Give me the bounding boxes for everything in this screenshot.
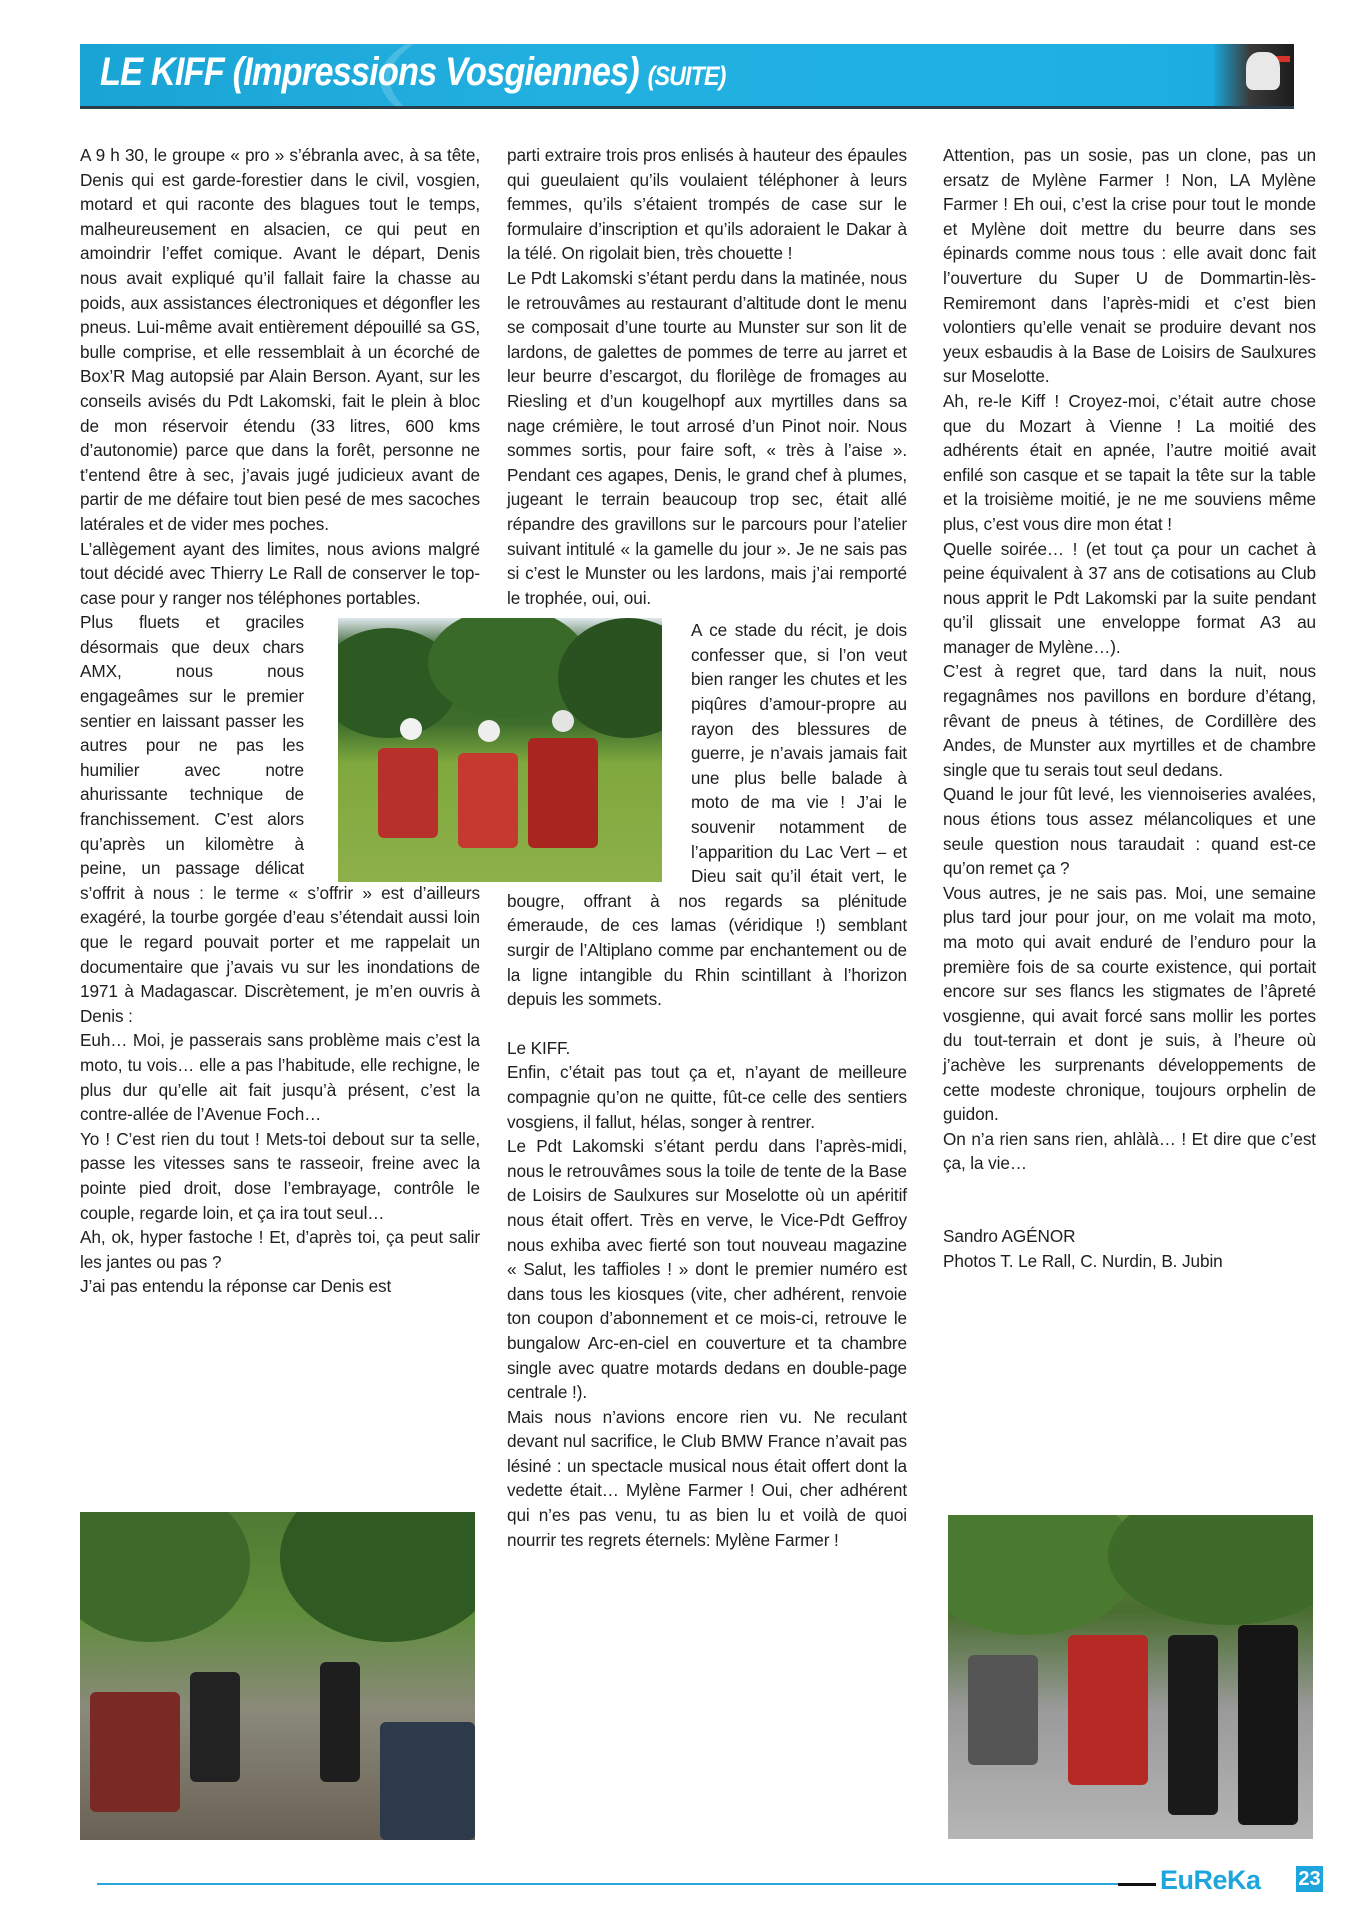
paragraph: A 9 h 30, le groupe « pro » s’ébranla avec, à sa tête, Denis qui est garde-forestier dans le civil, vosgien, motard et qui raconte des blagues tout le temps, malheureusement en alsacien, ce qui peut en amoindrir l’effet comique. Avant le départ, Denis nous avait expliqué qu’il fallait faire la chasse au poids, aux assistances électroniques et dégonfler les pneus. Lui-même avait entièrement dépouillé sa GS, bulle comprise, et elle ressemblait à un écorché de Box’R Mag autopsié par Alain Berson. Ayant, sur les conseils avisés du Pdt Lakomski, fait le plein à bloc de mon réservoir étendu (33 litres, 600 kms d’autonomie) parce que dans la forêt, personne ne t’entend être à sec, j’avais jugé judicieux avant de partir de me défaire tout bien pesé de mes sacoches latérales et de vider mes poches. bbox=[80, 145, 480, 534]
photo-bike bbox=[378, 748, 438, 838]
photo-rider bbox=[1168, 1635, 1218, 1815]
photo-tree bbox=[1108, 1515, 1313, 1625]
photo-tree bbox=[948, 1515, 1138, 1635]
paragraph: Mais nous n’avions encore rien vu. Ne reculant devant nul sacrifice, le Club BMW France n’avait pas lésiné : un spectacle musical nous était offert dont la vedette était… Mylène Farmer ! Oui, cher adhérent qui n’es pas venu, tu as bien lu et voilà de quoi nourrir tes regrets éternels: Mylène Farmer ! bbox=[507, 1406, 907, 1550]
spacer bbox=[507, 1012, 907, 1036]
paragraph: L’allègement ayant des limites, nous avions malgré tout décidé avec Thierry Le Rall de conserver le top-case pour y ranger nos téléphones portables. bbox=[80, 538, 480, 608]
paragraph: Ah, ok, hyper fastoche ! Et, d’après toi, ça peut salir les jantes ou pas ? bbox=[80, 1227, 480, 1272]
paragraph: A ce stade du récit, je dois confesser que, si l’on veut bien ranger les chutes et les piqûres d’amour-propre au rayon des blessures de guerre, je n’avais jamais fait une plus belle balade à moto de ma vie ! J’ai le souvenir notamment de l’apparition du Lac Vert – et Dieu sait qu’il était vert, le bougre, offrant à nos regards sa plénitude émeraude, de ces lamas (véridique !) semblant surgir de l’Altiplano comme par enchantement ou de la ligne intangible du Rhin scintillant à l’horizon depuis les sommets. bbox=[507, 620, 907, 1010]
photo-rider bbox=[190, 1672, 240, 1782]
photo-helmet bbox=[400, 718, 422, 740]
footer-divider-accent bbox=[1118, 1883, 1156, 1886]
paragraph: Le Pdt Lakomski s’étant perdu dans la matinée, nous le retrouvâmes au restaurant d’altitude dont le menu se composait d’une tourte au Munster sur son lit de lardons, de galettes de pommes de terre au jarret et leur beurre d’escargot, du florilège de fromages au Riesling et d’un kougelhopf aux myrtilles dans sa nage crémière, le tout arrosé d’un Pinot noir. Nous sommes sortis, pour faire soft, « très à l’aise ». Pendant ces agapes, Denis, le grand chef à plumes, jugeant le terrain beaucoup trop sec, était allé répandre des gravillons sur le parcours pour l’atelier suivant intitulé « la gamelle du jour ». Je ne sais pas si c’est le Munster ou les lardons, mais j’ai remporté le trophée, oui, oui. bbox=[507, 267, 907, 608]
paragraph: On n’a rien sans rien, ahlàlà… ! Et dire que c’est ça, la vie… bbox=[943, 1128, 1316, 1174]
article-title bbox=[100, 50, 725, 95]
page-number: 23 bbox=[1296, 1866, 1323, 1892]
banner-motorcycle-photo bbox=[1214, 44, 1294, 106]
photo-bike bbox=[528, 738, 598, 848]
photo-bike bbox=[380, 1722, 475, 1840]
photo-helmet bbox=[478, 720, 500, 742]
photo-credits: Photos T. Le Rall, C. Nurdin, B. Jubin bbox=[943, 1250, 1223, 1271]
paragraph: J’ai pas entendu la réponse car Denis est bbox=[80, 1276, 392, 1297]
logo-text: EuReKa bbox=[1160, 1865, 1261, 1895]
photo-rider bbox=[1246, 52, 1280, 90]
paragraph: Quelle soirée… ! (et tout ça pour un cachet à peine équivalent à 37 ans de cotisations au Club nous apprit le Pdt Lakomski par la suite pendant qu’il glissait une enveloppe format A3 au manager de Mylène…). bbox=[943, 538, 1316, 657]
paragraph: Ah, re-le Kiff ! Croyez-moi, c’était autre chose que du Mozart à Vienne ! La moitié des adhérents était en apnée, l’autre moitié avait enfilé son casque et se tapait la tête sur la table et la troisième moitié, je ne me souviens même plus, c’est vous dire mon état ! bbox=[943, 390, 1316, 534]
paragraph: Yo ! C’est rien du tout ! Mets-toi debout sur ta selle, passe les vitesses sans te rasseoir, freine avec la pointe pied droit, dose l’embrayage, contrôle le couple, regarde loin, et ça ira tout seul… bbox=[80, 1128, 480, 1223]
magazine-logo bbox=[1160, 1865, 1261, 1896]
photo-rider bbox=[1238, 1625, 1298, 1825]
photo-forest-clearing-with-bikes bbox=[80, 1512, 475, 1840]
spacer bbox=[943, 1176, 1316, 1200]
paragraph: Attention, pas un sosie, pas un clone, pas un ersatz de Mylène Farmer ! Non, LA Mylène Farmer ! Eh oui, c’est la crise pour tout le monde et Mylène doit mettre du beurre dans ses épinards comme nous tous : elle avait donc fait l’ouverture du Super U de Dommartin-lès-Remiremont dans l’après-midi et c’est bien volontiers qu’elle venait se produire devant nos yeux esbaudis à la Base de Loisirs de Saulxures sur Moselotte. bbox=[943, 145, 1316, 387]
photo-bike bbox=[90, 1692, 180, 1812]
photo-rider bbox=[320, 1662, 360, 1782]
paragraph: parti extraire trois pros enlisés à hauteur des épaules qui gueulaient qu’ils voulaient téléphoner à leurs femmes, qu’ils s’étaient trompés de case sur le formulaire d’inscription et qu’ils adoraient le Dakar à la télé. On rigolait bien, très chouette ! bbox=[507, 145, 907, 264]
paragraph: Enfin, c’était pas tout ça et, n’ayant de meilleure compagnie qu’on ne quitte, fût-ce celle des sentiers vosgiens, il fallut, hélas, songer à rentrer. bbox=[507, 1062, 907, 1132]
paragraph: Plus fluets et graciles désormais que deux chars AMX, nous nous engageâmes sur le premier sentier en laissant passer les autres pour ne pas les humilier avec notre ahurissante technique de franchissement. C’est alors qu’après un kilomètre à peine, un passage délicat s’offrit à nous : le terme « s’offrir » est d’ailleurs exagéré, la tourbe gorgée d’eau s’étendait aussi loin que le regard pouvait porter et me rappelait un documentaire que j’avais vu sur les inondations de 1971 à Madagascar. Discrètement, je m’en ouvris à Denis : bbox=[80, 612, 480, 1026]
spacer bbox=[943, 1200, 1316, 1224]
article-title-suffix: (SUITE) bbox=[647, 61, 726, 91]
photo-three-riders-in-meadow bbox=[338, 618, 662, 882]
paragraph: Le Pdt Lakomski s’étant perdu dans l’après-midi, nous le retrouvâmes sous la toile de tente de la Base de Loisirs de Saulxures sur Moselotte où un apéritif nous était offert. Très en verve, le Vice-Pdt Geffroy nous exhiba avec fierté son tout nouveau magazine « Salut, les taffioles ! » dont le premier numéro est dans tous les kiosques (vite, cher adhérent, renvoie ton coupon d’abonnement et ce mois-ci, retrouve le bungalow Arc-en-ciel en couverture et ta chambre single avec quatre motards dedans en double-page centrale !). bbox=[507, 1136, 907, 1403]
author-name: Sandro AGÉNOR bbox=[943, 1225, 1076, 1246]
photo-tree bbox=[280, 1512, 475, 1642]
paragraph: Vous autres, je ne sais pas. Moi, une semaine plus tard jour pour jour, on me volait ma moto, ma moto qui avait enduré de l’enduro pour la première fois de sa courte existence, qui portait encore sur ses flancs les stigmates de l’âpreté vosgienne, qui avait forcé sans mollir les portes du tout-terrain et dont je suis, à l’heure où j’achève les surprenants développements de cette modeste chronique, toujours orphelin de guidon. bbox=[943, 882, 1316, 1125]
paragraph-heading: Le KIFF. bbox=[507, 1037, 571, 1058]
paragraph: Euh… Moi, je passerais sans problème mais c’est la moto, tu vois… elle a pas l’habitude, elle rechigne, le plus dur qu’elle ait fait jusqu’à présent, c’est la contre-allée de l’Avenue Foch… bbox=[80, 1030, 480, 1125]
photo-bike bbox=[1068, 1635, 1148, 1785]
photo-helmet bbox=[552, 710, 574, 732]
photo-bike bbox=[968, 1655, 1038, 1765]
photo-riders-in-parking bbox=[948, 1515, 1313, 1839]
signature-block bbox=[943, 1224, 1316, 1273]
article-column-3 bbox=[943, 143, 1316, 1273]
footer-divider bbox=[97, 1883, 1152, 1885]
article-title-text: LE KIFF (Impressions Vosgiennes) bbox=[100, 50, 639, 94]
photo-tree bbox=[80, 1512, 250, 1642]
paragraph: C’est à regret que, tard dans la nuit, nous regagnâmes nos pavillons en bordure d’étang, rêvant de pneus à tétines, de Cordillère des Andes, de Munster aux myrtilles et de chambre single que tu serais tout seul dedans. bbox=[943, 661, 1316, 780]
photo-bike bbox=[458, 753, 518, 848]
paragraph: Quand le jour fût levé, les viennoiseries avalées, nous étions tous assez mélancoliques et une seule question nous taraudait : quand est-ce qu’on remet ça ? bbox=[943, 784, 1316, 879]
title-banner bbox=[80, 44, 1294, 106]
